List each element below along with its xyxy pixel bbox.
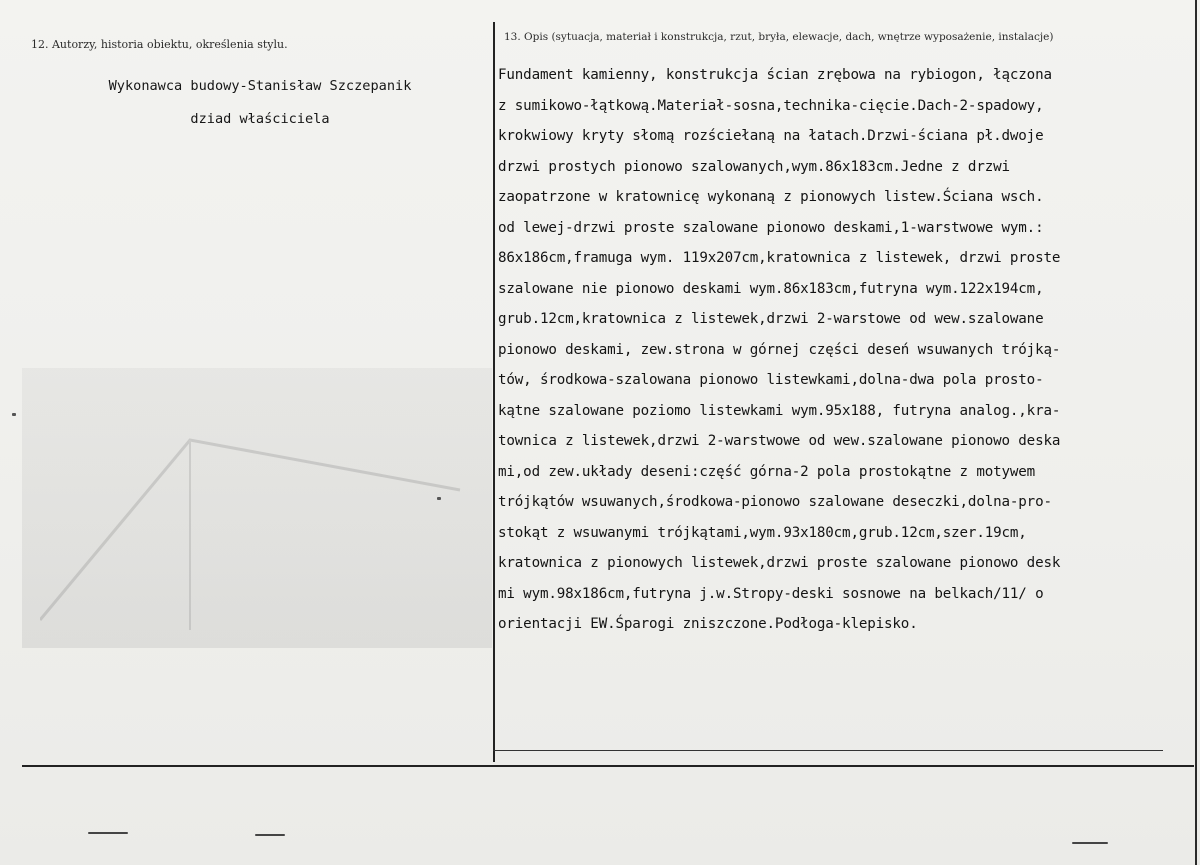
author-field xyxy=(40,70,480,136)
description-line: orientacji EW.Śparogi zniszczone.Podłoga-klepisko. xyxy=(498,616,918,632)
author-line: Wykonawca budowy-Stanisław Szczepanik xyxy=(108,78,412,94)
description-field xyxy=(498,60,1194,640)
scan-mark xyxy=(12,413,16,416)
scan-mark xyxy=(88,832,128,834)
author-line: dziad właściciela xyxy=(190,111,330,127)
show-through-roof-outline xyxy=(40,420,480,640)
field-bottom-rule xyxy=(493,750,1163,751)
description-line: zaopatrzone w kratownicę wykonaną z pionowych listew.Ściana wsch. xyxy=(498,189,1044,205)
description-line: szalowane nie pionowo deskami wym.86x183cm,futryna wym.122x194cm, xyxy=(498,280,1044,297)
description-line: 86x186cm,framuga wym. 119x207cm,kratownica z listewek, drzwi proste xyxy=(498,250,1061,266)
description-line: kratownica z pionowych listewek,drzwi proste szalowane pionowo desk xyxy=(498,555,1061,571)
description-line: tów, środkowa-szalowana pionowo listewkami,dolna-dwa pola prosto- xyxy=(498,372,1044,388)
description-line: grub.12cm,kratownica z listewek,drzwi 2-warstowe od wew.szalowane xyxy=(498,311,1044,327)
description-line: trójkątów wsuwanych,środkowa-pionowo szalowane deseczki,dolna-pro- xyxy=(498,494,1052,510)
field-13-heading: 13. Opis (sytuacja, materiał i konstrukcja, rzut, bryła, elewacje, dach, wnętrze wyposażenie, instalacje) xyxy=(504,31,1054,43)
description-line: stokąt z wsuwanymi trójkątami,wym.93x180cm,grub.12cm,szer.19cm, xyxy=(498,524,1027,541)
description-line: krokwiowy kryty słomą rozściełaną na łatach.Drzwi-ściana pł.dwoje xyxy=(498,128,1044,144)
field-12-heading: 12. Autorzy, historia obiektu, określenia stylu. xyxy=(31,38,288,51)
description-line: mi wym.98x186cm,futryna j.w.Stropy-deski sosnowe na belkach/11/ o xyxy=(498,585,1044,602)
scan-mark xyxy=(437,497,441,500)
description-line: od lewej-drzwi proste szalowane pionowo deskami,1-warstwowe wym.: xyxy=(498,219,1044,236)
description-line: z sumikowo-łątkową.Materiał-sosna,technika-cięcie.Dach-2-spadowy, xyxy=(498,97,1044,114)
description-line: drzwi prostych pionowo szalowanych,wym.86x183cm.Jedne z drzwi xyxy=(498,158,1010,175)
card-bottom-rule xyxy=(22,765,1194,767)
description-line: mi,od zew.układy deseni:część górna-2 pola prostokątne z motywem xyxy=(498,463,1036,480)
column-divider xyxy=(493,22,495,762)
card-right-edge xyxy=(1195,0,1197,865)
description-line: Fundament kamienny, konstrukcja ścian zrębowa na rybiogon, łączona xyxy=(498,67,1052,83)
description-line: pionowo deskami, zew.strona w górnej części deseń wsuwanych trójką- xyxy=(498,341,1061,358)
description-line: townica z listewek,drzwi 2-warstwowe od wew.szalowane pionowo deska xyxy=(498,433,1061,449)
scan-mark xyxy=(1072,842,1108,844)
scan-mark xyxy=(255,834,285,836)
description-line: kątne szalowane poziomo listewkami wym.95x188, futryna analog.,kra- xyxy=(498,402,1061,419)
